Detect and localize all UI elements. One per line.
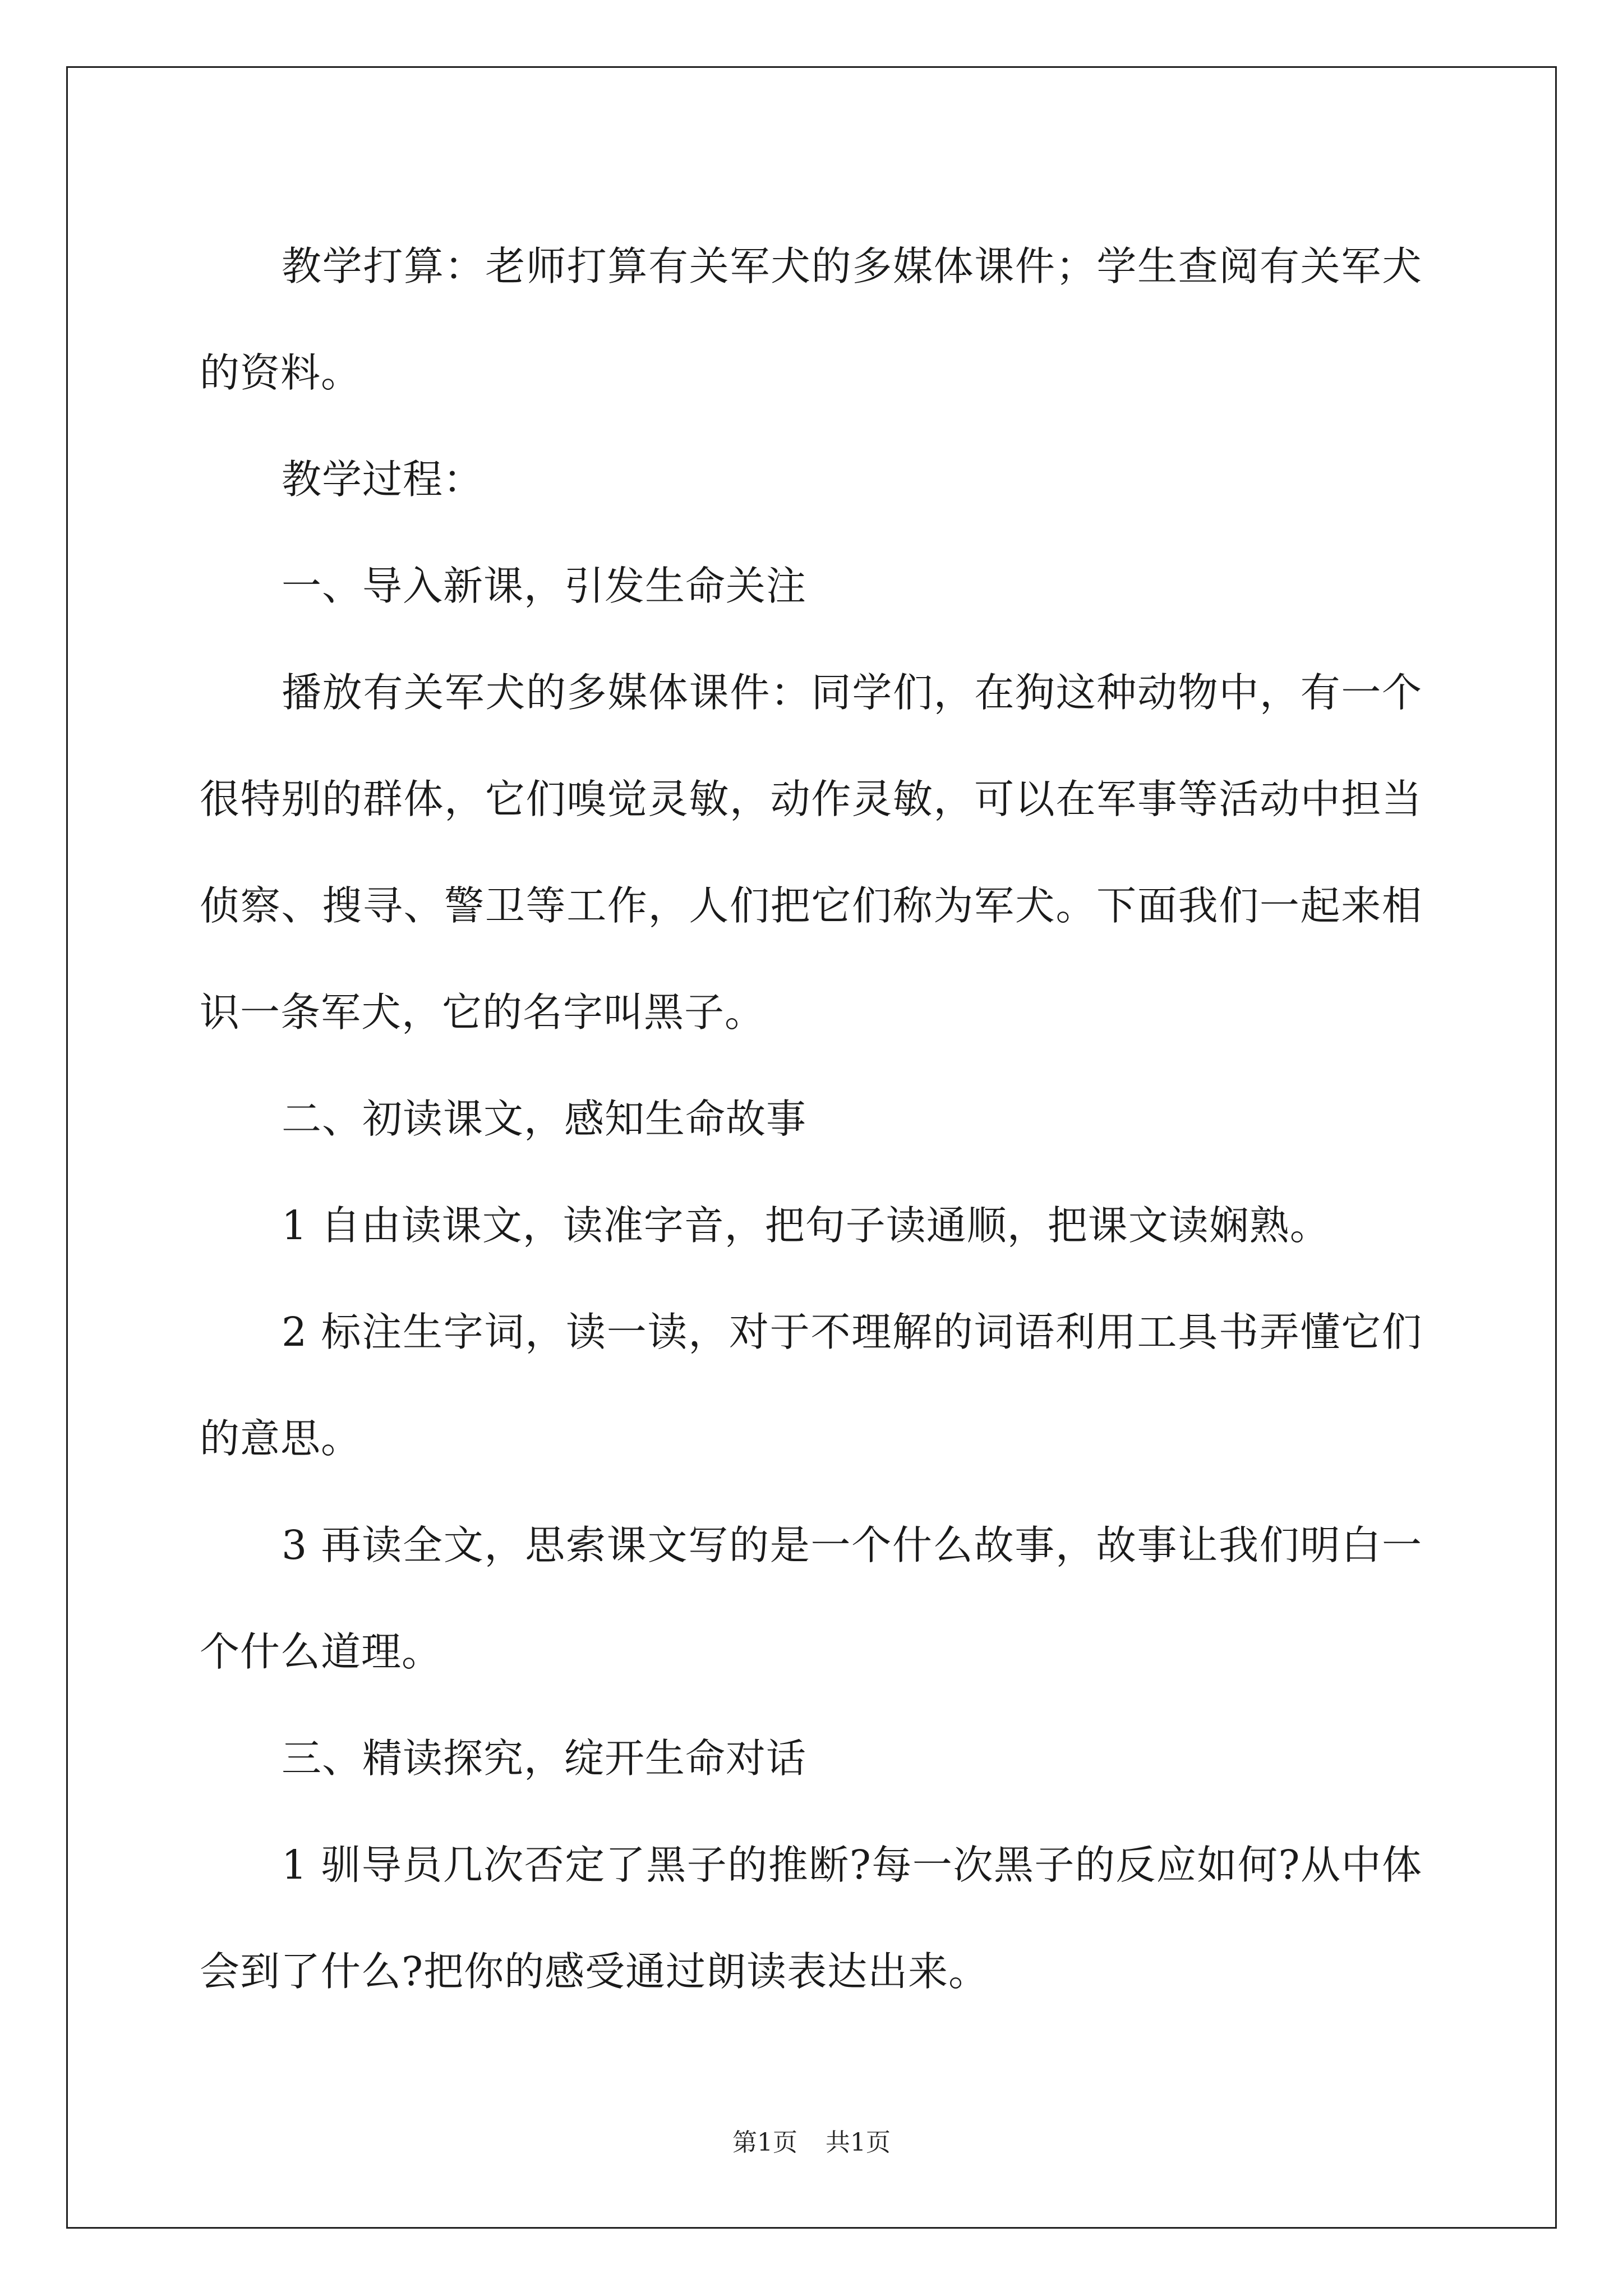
page-total: 共1页 (826, 2128, 891, 2157)
section-heading-3: 三、精读探究，绽开生命对话 (282, 1735, 807, 1782)
section-heading-2: 二、初读课文，感知生命故事 (282, 1096, 807, 1142)
list-item-2-1: 1 自由读课文，读准字音，把句子读通顺，把课文读娴熟。 (282, 1202, 1330, 1249)
document-body (200, 213, 1422, 2025)
list-item-2-2: 2 标注生字词，读一读，对于不理解的词语利用工具书弄懂它们的意思。 (200, 1309, 1422, 1462)
page-footer (0, 2126, 1623, 2160)
section-heading-1: 一、导入新课，引发生命关注 (282, 563, 807, 609)
list-item-2-3: 3 再读全文，思索课文写的是一个什么故事，故事让我们明白一个什么道理。 (200, 1522, 1422, 1675)
page-number: 第1页 (732, 2128, 797, 2157)
list-item-3-1: 1 驯导员几次否定了黑子的推断?每一次黑子的反应如何?从中体会到了什么?把你的感受通过朗读表达出来。 (200, 1842, 1422, 1995)
paragraph-intro: 播放有关军犬的多媒体课件：同学们，在狗这种动物中，有一个很特别的群体，它们嗅觉灵敏，动作灵敏，可以在军事等活动中担当侦察、搜寻、警卫等工作，人们把它们称为军犬。下面我们一起来相识一条军犬，它的名字叫黑子。 (200, 669, 1422, 1036)
paragraph-process-heading: 教学过程： (282, 456, 484, 503)
paragraph-preparation: 教学打算：老师打算有关军犬的多媒体课件；学生查阅有关军犬的资料。 (200, 243, 1422, 396)
